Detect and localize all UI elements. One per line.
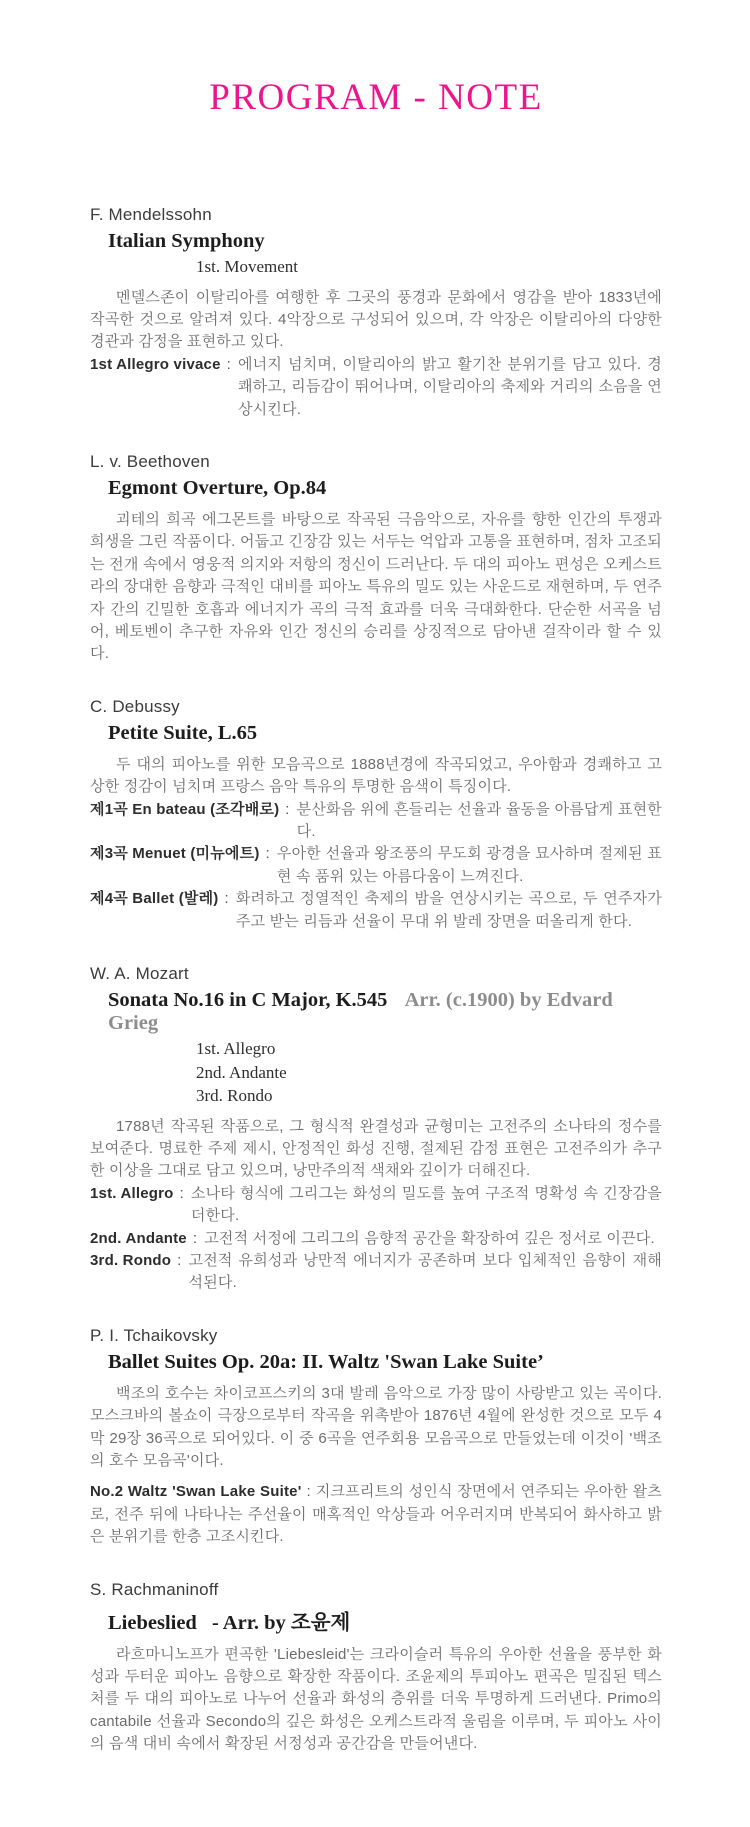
work-title: [108, 477, 662, 500]
work-title-main: Egmont Overture, Op.84: [108, 476, 327, 499]
composer-name: F. Mendelssohn: [90, 205, 212, 224]
work-title-main: Liebeslied: [108, 1611, 197, 1634]
colon-separator: :: [226, 355, 231, 373]
section-rachmaninoff: [90, 1580, 662, 1756]
work-title: [108, 989, 662, 1035]
work-title-main: Sonata No.16 in C Major, K.545: [108, 989, 388, 1012]
movement-note-text: 고전적 유희성과 낭만적 에너지가 공존하며 보다 입체적인 음향이 재해석된다.: [188, 1251, 662, 1292]
section-mendelssohn: [90, 205, 662, 421]
movement-line: 1st. Allegro: [196, 1039, 276, 1059]
section-beethoven: [90, 452, 662, 666]
work-description: 라흐마니노프가 편곡한 'Liebesleid'는 크라이슬러 특유의 우아한 선율을 풍부한 화성과 두터운 피아노 음향으로 확장한 작품이다. 조윤제의 투피아노 편곡은 밀집된 텍스처를 두 대의 피아노로 나누어 선율과 화성의 층위를 더욱 투명하게 드러낸다. Primo의 cantabile 선율과 Secondo의 깊은 화성은 오케스트라적 울림을 이루며, 두 피아노 사이의 음색 대비 속에서 확장된 서정성과 공간감을 만들어낸다.: [90, 1645, 662, 1753]
movement-note: [90, 1481, 662, 1548]
work-title-main: Ballet Suites Op. 20a: II. Waltz 'Swan Lake Suite’: [108, 1350, 544, 1373]
movement-line: 3rd. Rondo: [196, 1086, 273, 1106]
movement-note-label: 3rd. Rondo: [90, 1251, 172, 1269]
page-title: PROGRAM - NOTE: [209, 77, 543, 118]
work-description: 멘델스존이 이탈리아를 여행한 후 그곳의 풍경과 문화에서 영감을 받아 1833년에 작곡한 것으로 알려져 있다. 4악장으로 구성되어 있으며, 각 악장은 이탈리아의 다양한 경관과 감정을 표현하고 있다.: [90, 288, 662, 351]
movement-note-label: 제3곡 Menuet (미뉴에트): [90, 845, 260, 863]
work-description: 괴테의 희곡 에그몬트를 바탕으로 작곡된 극음악으로, 자유를 향한 인간의 투쟁과 희생을 그린 작품이다. 어둡고 긴장감 있는 서두는 억압과 고통을 표현하며, 점차 고조되는 전개 속에서 영웅적 의지와 저항의 정신이 드러난다. 두 대의 피아노 편성은 오케스트라의 장대한 음향과 극적인 대비를 피아노 특유의 밀도 있는 사운드로 재현하며, 두 연주자 간의 긴밀한 호흡과 에너지가 곡의 극적 효과를 더욱 극대화한다. 단순한 서곡을 넘어, 베토벤이 추구한 자유와 인간 정신의 승리를 상징적으로 담아낸 걸작이라 할 수 있다.: [90, 510, 662, 663]
movement-note: [90, 354, 662, 421]
movement-note: [90, 888, 662, 933]
movement-note-label: 1st. Allegro: [90, 1184, 174, 1202]
movement-note: [90, 799, 662, 844]
work-description: 1788년 작곡된 작품으로, 그 형식적 완결성과 균형미는 고전주의 소나타의 정수를 보여준다. 명료한 주제 제시, 안정적인 화성 진행, 절제된 감정 표현은 고전주의가 추구한 이상을 그대로 담고 있으며, 낭만주의적 색채와 깊이가 더해진다.: [90, 1117, 662, 1180]
movement-note: [90, 1183, 662, 1228]
colon-separator: :: [224, 890, 229, 908]
colon-separator: :: [179, 1184, 184, 1202]
movement-note-label: 2nd. Andante: [90, 1229, 187, 1247]
colon-separator: :: [177, 1251, 182, 1269]
work-title: [108, 1605, 662, 1635]
colon-separator: :: [265, 845, 270, 863]
section-debussy: [90, 697, 662, 933]
movement-note-label: 제4곡 Ballet (발레): [90, 890, 219, 908]
work-title: [108, 230, 662, 253]
colon-separator: :: [285, 800, 290, 818]
work-title-arranger: - Arr. by 조윤제: [211, 1611, 351, 1634]
composer-name: S. Rachmaninoff: [90, 1579, 219, 1599]
work-title: [108, 722, 662, 745]
movement-note-label: No.2 Waltz 'Swan Lake Suite': [90, 1483, 302, 1501]
movement-note-text: 분산화음 위에 흔들리는 선율과 율동을 아름답게 표현한다.: [296, 800, 662, 840]
movement-note: [90, 1250, 662, 1295]
work-title-arranger: Arr. (c.1900) by Edvard Grieg: [108, 989, 613, 1035]
composer-name: P. I. Tchaikovsky: [90, 1325, 218, 1345]
section-tchaikovsky: [90, 1326, 662, 1549]
movement-note-text: 우아한 선율과 왕조풍의 무도회 광경을 묘사하며 절제된 표현 속 품위 있는 아름다움이 느껴진다.: [276, 845, 662, 885]
work-title: [108, 1351, 662, 1374]
movement-note-text: 에너지 넘치며, 이탈리아의 밝고 활기찬 분위기를 담고 있다. 경쾌하고, 리듬감이 뛰어나며, 이탈리아의 축제와 거리의 소음을 연상시킨다.: [237, 355, 662, 418]
colon-separator: :: [192, 1229, 198, 1247]
movement-note-text: 화려하고 정열적인 축제의 밤을 연상시키는 곡으로, 두 연주자가 주고 받는 리듬과 선율이 무대 위 발레 장면을 떠올리게 한다.: [235, 890, 662, 930]
composer-name: L. v. Beethoven: [90, 451, 210, 471]
movement-note: [90, 843, 662, 888]
colon-separator: :: [306, 1483, 311, 1501]
movement-note-label: 제1곡 En bateau (조각배로): [90, 800, 280, 818]
movement-line: 2nd. Andante: [196, 1062, 287, 1082]
section-mozart: [90, 964, 662, 1295]
work-title-main: Italian Symphony: [108, 230, 265, 252]
movement-note-text: 고전적 서정에 그리그의 음향적 공간을 확장하여 깊은 정서로 이끈다.: [204, 1229, 655, 1247]
work-description: 두 대의 피아노를 위한 모음곡으로 1888년경에 작곡되었고, 우아함과 경쾌하고 고상한 정감이 넘치며 프랑스 음악 특유의 투명한 음색이 특징이다.: [90, 755, 662, 796]
composer-name: C. Debussy: [90, 696, 180, 716]
movement-note: [90, 1228, 662, 1250]
movement-line: 1st. Movement: [196, 257, 298, 276]
composer-name: W. A. Mozart: [90, 964, 189, 984]
work-title-main: Petite Suite, L.65: [108, 721, 258, 744]
movement-note-label: 1st Allegro vivace: [90, 355, 221, 373]
movement-note-text: 지크프리트의 성인식 장면에서 연주되는 우아한 왈츠로, 전주 뒤에 나타나는 주선율이 매혹적인 악상들과 어우러지며 반복되어 화사하고 밝은 분위기를 한층 고조시킨다.: [90, 1483, 662, 1546]
work-description: 백조의 호수는 차이코프스키의 3대 발레 음악으로 가장 많이 사랑받고 있는 곡이다. 모스크바의 볼쇼이 극장으로부터 작곡을 위촉받아 1876년 4월에 완성한 것으로 모두 4막 29장 36곡으로 되어있다. 이 중 6곡을 연주회용 모음곡으로 만들었는데 이것이 '백조의 호수 모음곡'이다.: [90, 1384, 662, 1469]
movement-note-text: 소나타 형식에 그리그는 화성의 밀도를 높여 구조적 명확성 속 긴장감을 더한다.: [190, 1184, 662, 1225]
